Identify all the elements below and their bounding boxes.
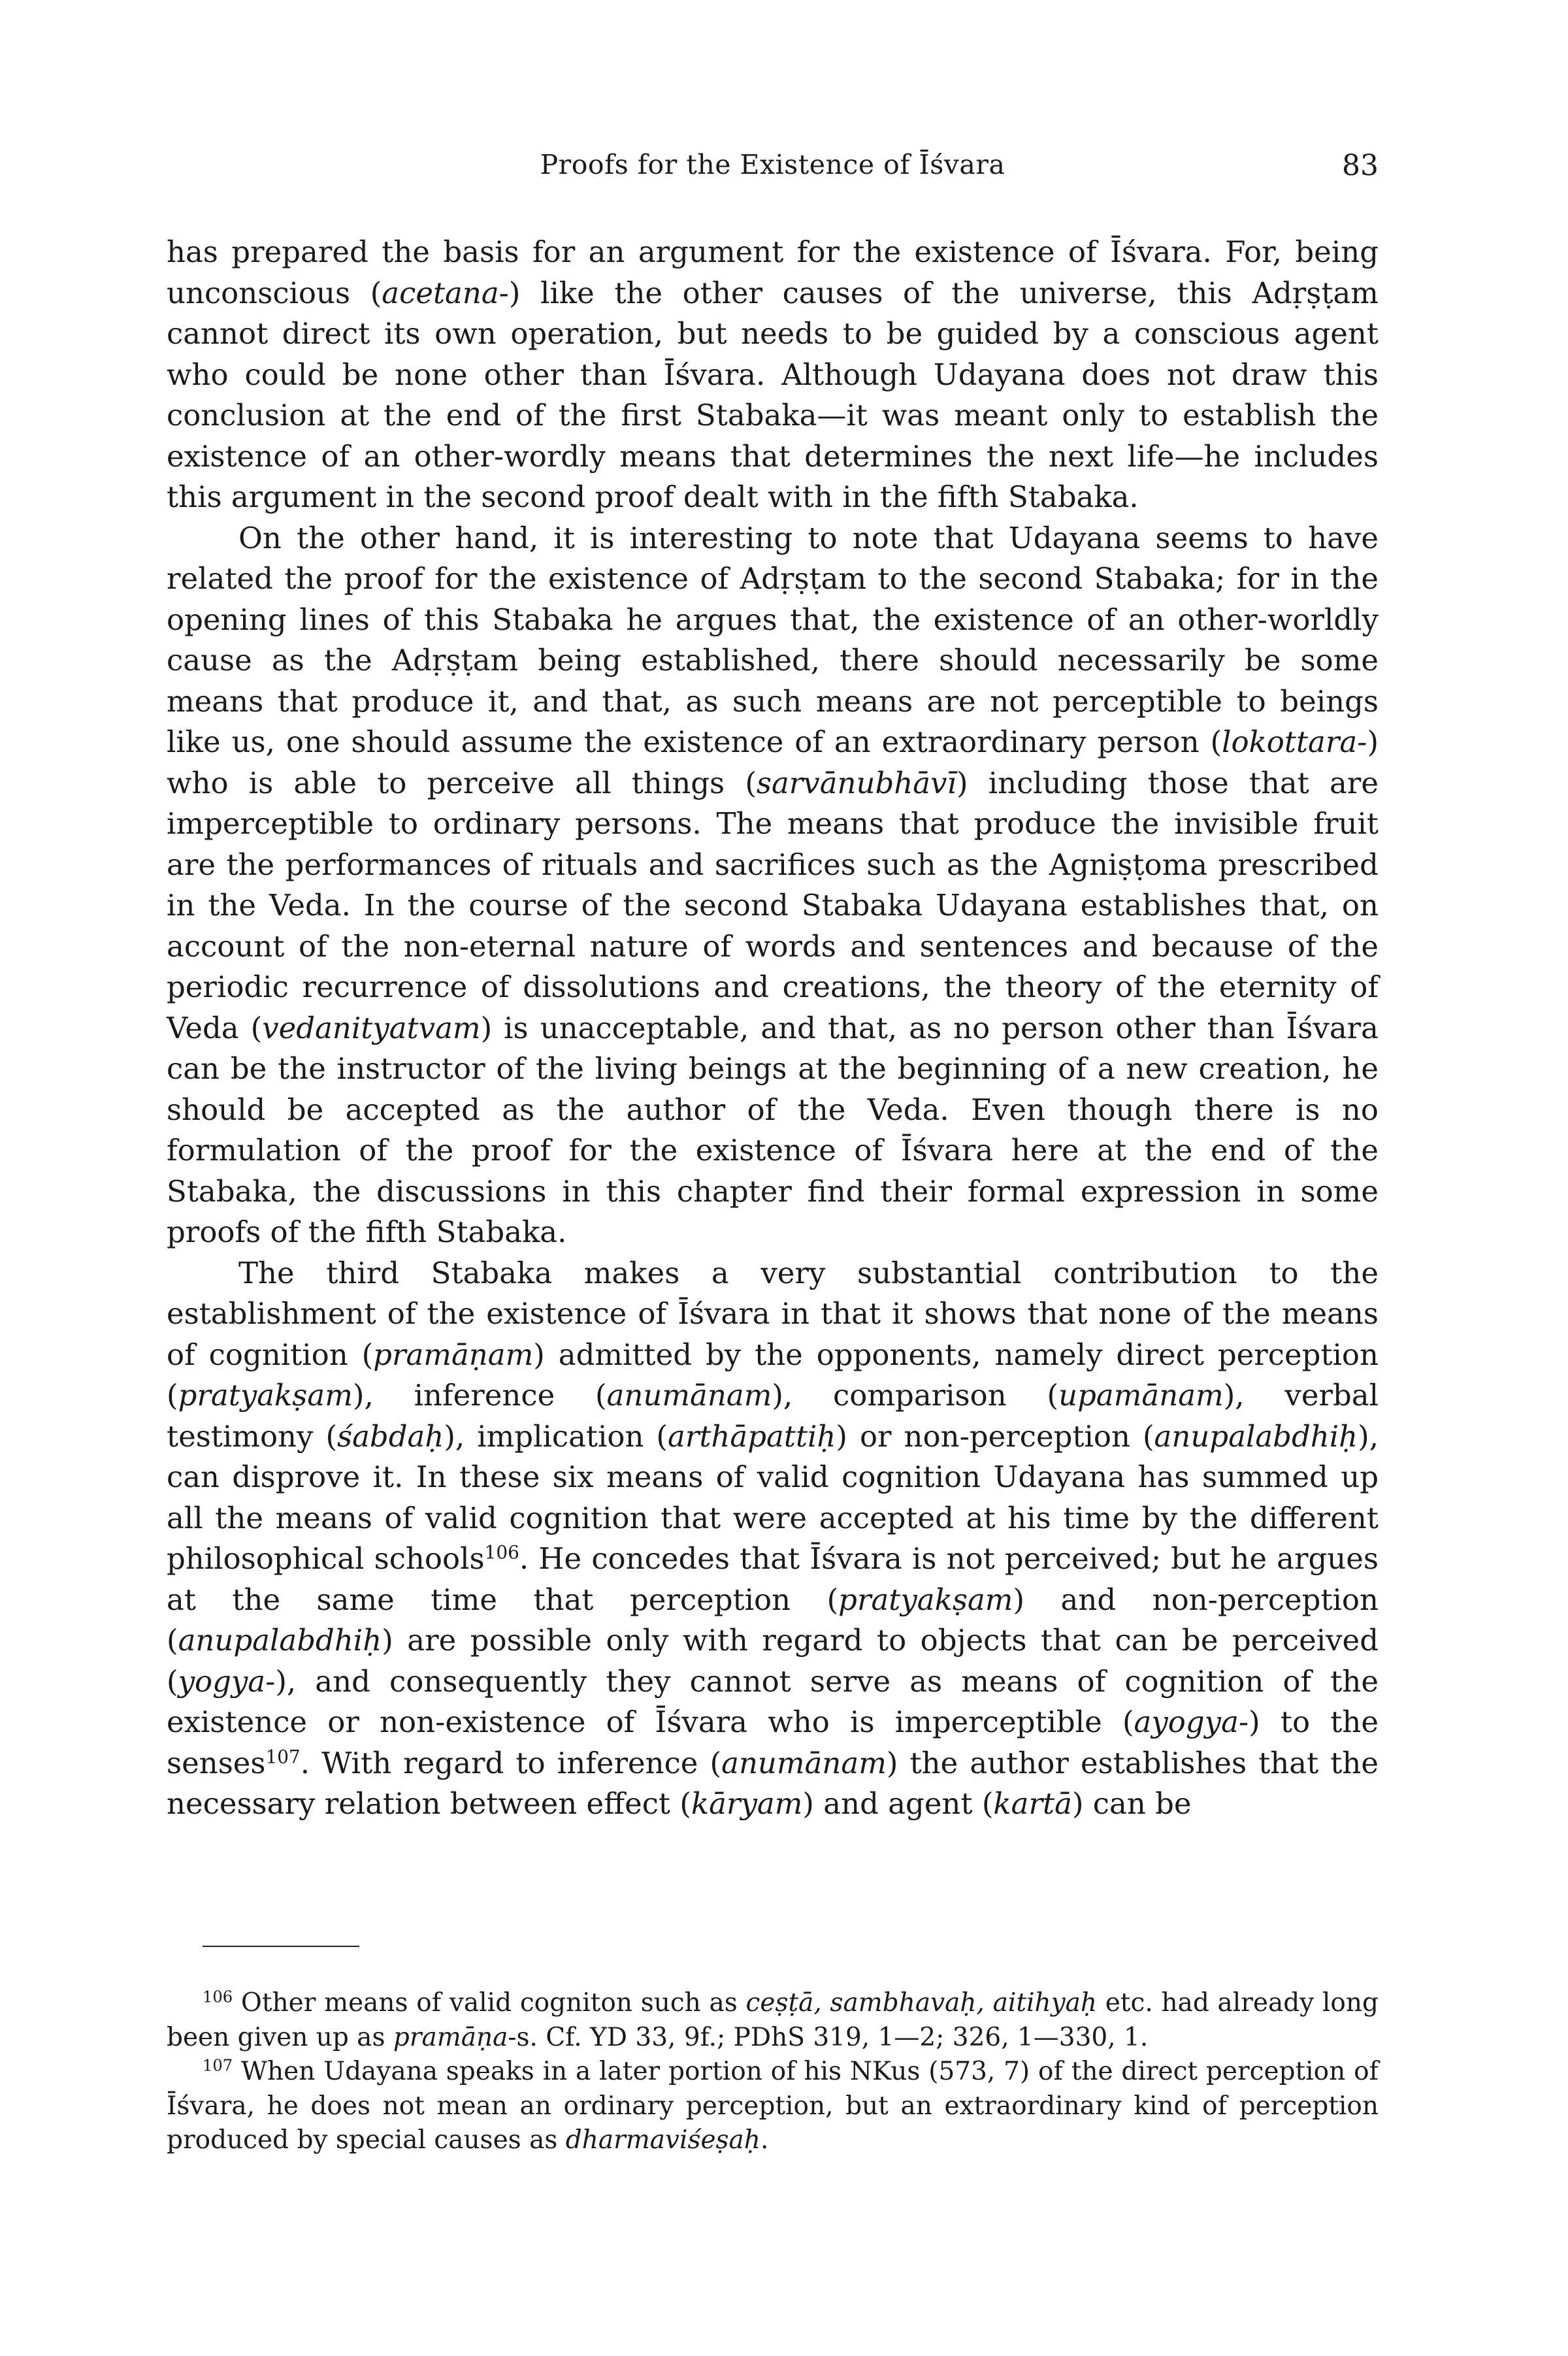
term: pramāṇam	[373, 1337, 534, 1372]
footnote-divider	[203, 1946, 359, 1947]
text-span: ) to the senses	[167, 1705, 1379, 1780]
text-span: ) who is able to perceive all things (	[167, 725, 1379, 800]
term: lokottara-	[1222, 725, 1367, 759]
text-span: ), inference (	[352, 1378, 607, 1413]
term: arthāpattiḥ	[668, 1418, 836, 1454]
running-title: Proofs for the Existence of Īśvara	[540, 149, 1005, 180]
text-span: ), verbal testimony (	[167, 1378, 1379, 1454]
text-span: . With regard to inference (	[300, 1745, 722, 1780]
text-span: ) can be	[1071, 1786, 1192, 1821]
term: anupalabdhiḥ	[178, 1623, 382, 1658]
text-span: ), comparison (	[772, 1378, 1059, 1413]
footnote-number: 107	[203, 2056, 233, 2075]
text-span: .	[760, 2125, 769, 2155]
text-span: ), can disprove it. In these six means of valid cognition Udayana has summed up all the means of valid cognition that were accepted at his time by the different philosophical schools	[167, 1418, 1379, 1576]
term: pratyakṣam	[838, 1582, 1013, 1617]
paragraph-1	[167, 232, 1379, 518]
term: vedanityatvam	[262, 1010, 481, 1045]
term: dharmaviśeṣaḥ	[565, 2125, 760, 2155]
term: acetana-	[382, 275, 509, 310]
page-number: 83	[1342, 149, 1379, 182]
text-span: ) and non-perception (	[167, 1582, 1379, 1658]
text-span: ) or non-perception (	[836, 1418, 1154, 1454]
text-span: ) like the other causes of the universe, this Adṛṣṭam cannot direct its own operation, but needs to be guided by a conscious agent who could be none other than Īśvara. Although Udayana does not draw this conclusion at the end of the first Stabaka—it was meant only to establish the existence of an other-wordly means that determines the next life—he includes this argument in the second proof dealt with in the fifth Stabaka.	[167, 275, 1379, 514]
term: anupalabdhiḥ	[1154, 1418, 1358, 1454]
term: kartā	[993, 1786, 1072, 1821]
text-span: ) admitted by the opponents, namely direct perception (	[167, 1337, 1379, 1413]
text-span: . He concedes that Īśvara is not perceived; but he argues at the same time that perception (	[167, 1541, 1379, 1617]
footnote-ref-107[interactable]: 107	[265, 1746, 301, 1768]
term: sarvānubhāvī	[756, 765, 956, 800]
term: yogya-	[178, 1663, 276, 1699]
text-span: ), and consequently they cannot serve as means of cognition of the existence or non-existence of Īśvara who is imperceptible (	[167, 1663, 1379, 1739]
term: kāryam	[691, 1786, 803, 1821]
term: śabdaḥ	[337, 1418, 444, 1454]
term: pramāṇa	[393, 2022, 508, 2052]
text-span: has prepared the basis for an argument for the existence of Īśvara. For, being unconscious (	[167, 235, 1379, 310]
term: anumānam	[721, 1745, 887, 1780]
footnotes	[167, 1986, 1379, 2158]
text-span: ) is unacceptable, and that, as no person other than Īśvara can be the instructor of the living beings at the beginning of a new creation, he should be accepted as the author of the Veda. Even though there is no formulation of the proof for the existence of Īśvara here at the end of the Stabaka, the discussions in this chapter find their formal expression in some proofs of the fifth Stabaka.	[167, 1010, 1379, 1249]
footnote-106	[167, 1986, 1379, 2055]
footnote-ref-106[interactable]: 106	[484, 1541, 519, 1563]
paragraph-3	[167, 1253, 1379, 1825]
paragraph-2	[167, 518, 1379, 1253]
text-span: etc. had already long been given up as	[167, 1988, 1379, 2052]
term: pratyakṣam	[178, 1378, 353, 1413]
running-head	[167, 149, 1379, 195]
text-span: On the other hand, it is interesting to note that Udayana seems to have related the proof for the existence of Adṛṣṭam to the second Stabaka; for in the opening lines of this Stabaka he argues that, the existence of an other-worldly cause as the Adṛṣṭam being established, there should necessarily be some means that produce it, and that, as such means are not perceptible to beings like us, one should assume the existence of an extraordinary person (	[167, 520, 1379, 759]
text-span: ) and agent (	[802, 1786, 994, 1821]
text-span: ) are possible only with regard to objects that can be perceived (	[167, 1623, 1379, 1699]
footnote-number: 106	[203, 1988, 233, 2006]
term: ayogya-	[1134, 1705, 1249, 1739]
text-span: ) including those that are imperceptible to ordinary persons. The means that produce the invisible fruit are the performances of rituals and sacrifices such as the Agniṣṭoma prescribed in the Veda. In the course of the second Stabaka Udayana establishes that, on account of the non-eternal nature of words and sentences and because of the periodic recurrence of dissolutions and creations, the theory of the eternity of Veda (	[167, 765, 1379, 1045]
text-span: -s. Cf. YD 33, 9f.; PDhS 319, 1—2; 326, 1—330, 1.	[508, 2022, 1149, 2052]
term: ceṣṭā, sambhavaḥ, aitihyaḥ	[745, 1988, 1097, 2018]
main-text	[167, 232, 1379, 1825]
term: anumānam	[606, 1378, 772, 1413]
text-span: Other means of valid cogniton such as	[233, 1988, 746, 2018]
text-span: ), implication (	[444, 1418, 668, 1454]
text-span: The third Stabaka makes a very substantial contribution to the establishment of the existence of Īśvara in that it shows that none of the means of cognition (	[167, 1255, 1379, 1372]
text-span: When Udayana speaks in a later portion of his NKus (573, 7) of the direct perception of Īśvara, he does not mean an ordinary perception, but an extraordinary kind of perception produced by special causes as	[167, 2057, 1379, 2155]
footnote-107	[167, 2055, 1379, 2158]
term: upamānam	[1058, 1378, 1224, 1413]
text-span: ) the author establishes that the necessary relation between effect (	[167, 1745, 1379, 1821]
